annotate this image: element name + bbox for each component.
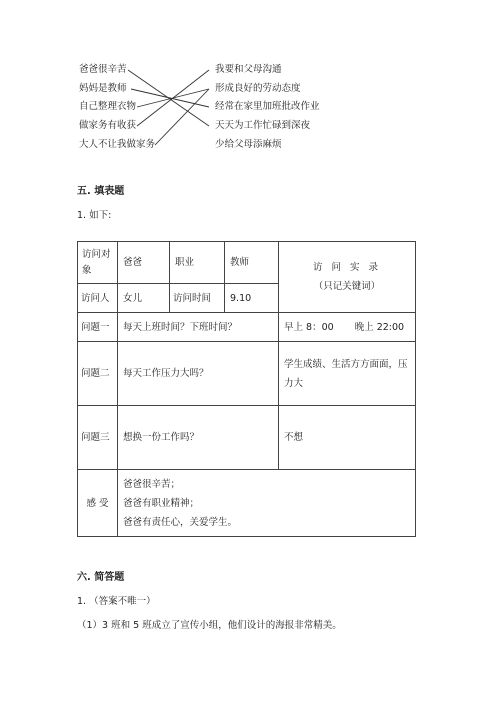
cell-q1-answer	[279, 313, 416, 342]
right-item-2: 形成良好的劳动态度	[215, 83, 301, 94]
left-item-3: 自己整理衣物	[79, 101, 137, 112]
record-title: 访 问 实 录	[312, 262, 382, 273]
match-line-4	[137, 70, 209, 126]
cell-q2-text: 每天工作压力大吗？	[118, 342, 279, 406]
cell-occupation-label: 职业	[170, 242, 225, 284]
cell-interviewee-label: 访问对象	[78, 242, 118, 284]
cell-q3-text: 想换一份工作吗？	[118, 406, 279, 470]
cell-occupation: 教师	[225, 242, 279, 284]
feeling-line-1: 爸爸很辛苦；	[123, 478, 181, 490]
cell-q1-label: 问题一	[78, 313, 118, 342]
cell-q3-label: 问题三	[78, 406, 118, 470]
section-6-question-1: 1. （答案不唯一）	[77, 596, 156, 607]
interview-table	[77, 241, 416, 537]
section-6-title: 六. 简答题	[77, 572, 125, 583]
cell-q3-answer: 不想	[279, 406, 416, 470]
record-subtitle: （只记关键词）	[313, 281, 381, 292]
left-item-1: 爸爸很辛苦	[79, 64, 127, 75]
right-item-1: 我要和父母沟通	[215, 64, 282, 75]
q1-answer-evening: 晚上 22:00	[354, 321, 405, 333]
matching-lines	[0, 0, 500, 170]
section-5-title: 五. 填表题	[77, 186, 125, 197]
cell-interviewee: 爸爸	[118, 242, 170, 284]
q1-answer-morning: 早上 8：00	[284, 321, 334, 333]
cell-feeling-label: 感 受	[78, 470, 118, 537]
feeling-line-2: 爸爸有职业精神；	[123, 497, 200, 509]
cell-feeling	[118, 470, 416, 537]
cell-interviewer-label: 访问人	[78, 284, 118, 313]
left-item-4: 做家务有收获	[79, 120, 137, 131]
right-item-4: 天天为工作忙碌到深夜	[215, 120, 311, 131]
cell-record-header	[279, 242, 416, 313]
left-item-2: 妈妈是教师	[79, 83, 127, 94]
match-line-5	[155, 89, 209, 145]
cell-time-label: 访问时间	[170, 284, 225, 313]
section-5-question-1: 1. 如下:	[77, 210, 112, 221]
right-item-3: 经常在家里加班批改作业	[215, 101, 320, 112]
cell-q2-answer: 学生成绩、生活方方面面，压力大	[279, 342, 416, 406]
section-6-answer-1: （1）3 班和 5 班成立了宣传小组，他们设计的海报非常精美。	[77, 620, 342, 631]
cell-q2-label: 问题二	[78, 342, 118, 406]
cell-interviewer: 女儿	[118, 284, 170, 313]
left-item-5: 大人不让我做家务	[79, 139, 156, 150]
feeling-line-3: 爸爸有责任心，关爱学生。	[123, 516, 238, 528]
cell-q1-text: 每天上班时间？下班时间？	[118, 313, 279, 342]
right-item-5: 少给父母添麻烦	[215, 139, 282, 150]
cell-time: 9.10	[225, 284, 279, 313]
